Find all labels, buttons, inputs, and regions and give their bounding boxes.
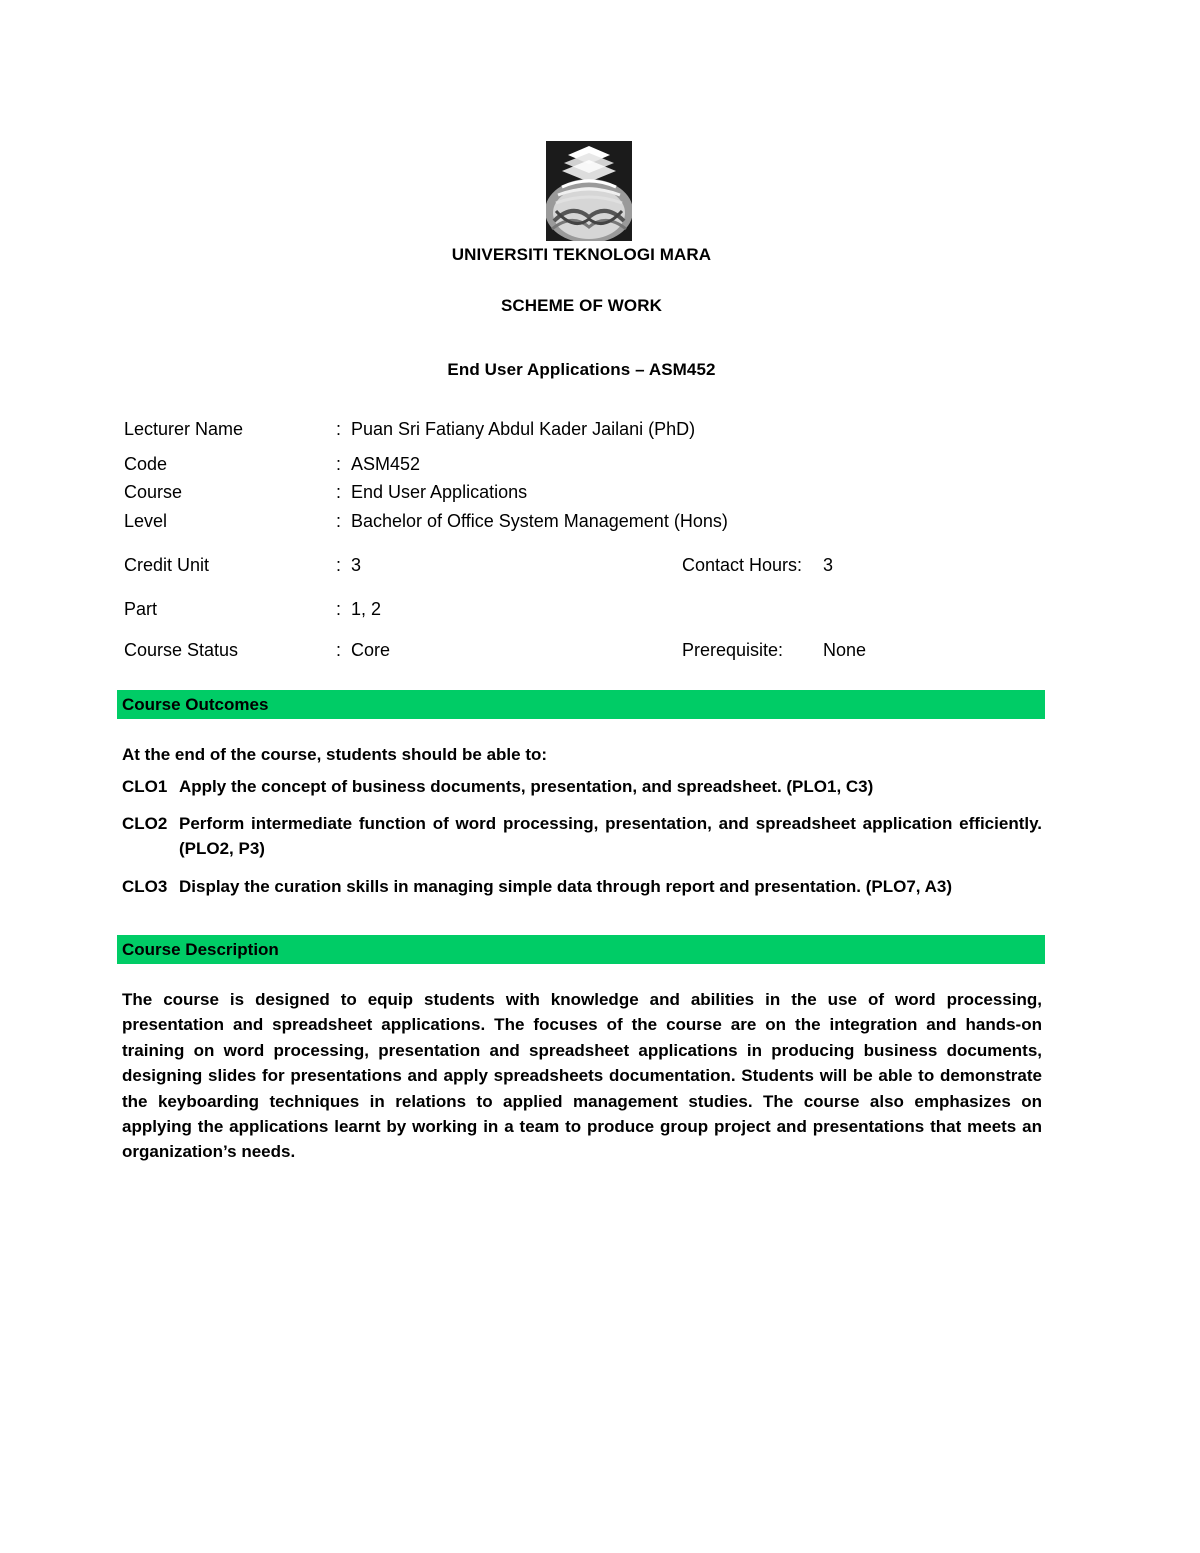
prerequisite-label: Prerequisite: [682,640,784,660]
part-label: Part [124,599,158,619]
level-label: Level [124,511,168,531]
level-value: Bachelor of Office System Management (Hons) [351,511,728,531]
colon: : [336,454,342,474]
credit-value: 3 [351,555,362,575]
clo-code: CLO2 [122,814,168,833]
colon: : [336,555,342,575]
part-value: 1, 2 [351,599,382,619]
colon: : [336,511,342,531]
status-value: Core [351,640,391,660]
document-title: SCHEME OF WORK [500,296,662,315]
colon: : [336,599,342,619]
colon: : [336,482,342,502]
colon: : [336,640,342,660]
clo-item [122,874,1042,899]
contact-hours-label: Contact Hours: [682,555,803,575]
clo-text: Apply the concept of business documents, presentation, and spreadsheet. (PLO1, C3) [179,777,874,796]
outcomes-intro: At the end of the course, students should be able to: [122,745,548,764]
clo-item [122,811,1042,861]
clo-code: CLO1 [122,777,168,796]
code-label: Code [124,454,168,474]
lecturer-value: Puan Sri Fatiany Abdul Kader Jailani (PhD) [351,419,696,439]
clo-item [122,774,1042,799]
credit-label: Credit Unit [124,555,210,575]
prerequisite-value: None [823,640,867,660]
status-label: Course Status [124,640,239,660]
contact-hours-value: 3 [823,555,834,575]
clo-text: Display the curation skills in managing simple data through report and presentation. (PLO7, A3) [179,877,952,896]
clo-code: CLO3 [122,877,168,896]
colon: : [336,419,342,439]
course-label: Course [124,482,183,502]
course-value: End User Applications [351,482,528,502]
university-logo [546,141,632,241]
course-description-heading: Course Description [117,935,1045,964]
course-outcomes-heading: Course Outcomes [117,690,1045,719]
lecturer-label: Lecturer Name [124,419,244,439]
university-name: UNIVERSITI TEKNOLOGI MARA [451,245,712,264]
code-value: ASM452 [351,454,421,474]
course-description-text: The course is designed to equip students with knowledge and abilities in the use of word processing, presentation and spreadsheet applications. The focuses of the course are on the integration and hands-on training on word processing, presentation and spreadsheet applications in producing business documents, designing slides for presentations and apply spreadsheets documentation. Students will be able to demonstrate the keyboarding techniques in relations to applied management studies. The course also emphasizes on applying the applications learnt by working in a team to produce group project and presentations that meets an organization’s needs. [122,990,1042,1162]
course-title: End User Applications – ASM452 [447,360,716,379]
clo-text: Perform intermediate function of word processing, presentation, and spreadsheet application efficiently. (PLO2, P3) [179,814,1042,858]
